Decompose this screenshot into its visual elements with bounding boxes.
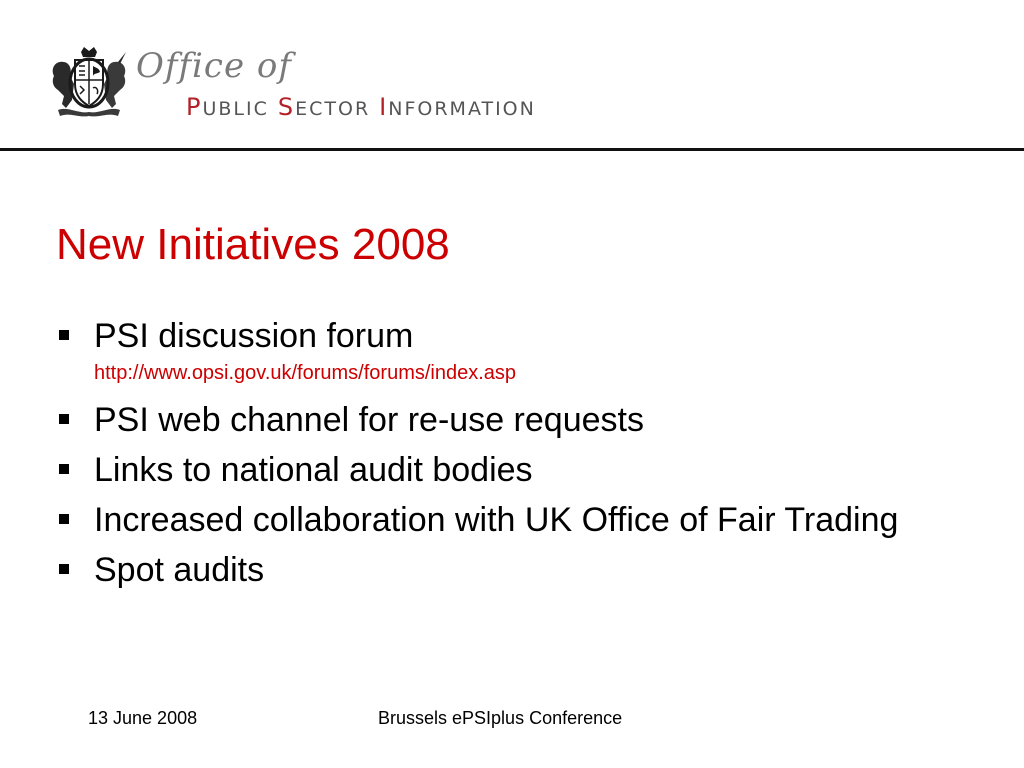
square-bullet-icon (59, 514, 69, 524)
logo-office-of: Office of (136, 46, 292, 86)
list-item (56, 500, 956, 540)
forum-link[interactable]: http://www.opsi.gov.uk/forums/forums/index.asp (94, 362, 517, 384)
list-item (56, 550, 956, 590)
bullet-list (56, 316, 956, 600)
list-item (56, 316, 956, 356)
logo-word-rest: ECTOR (295, 98, 371, 120)
slide-title: New Initiatives 2008 (56, 220, 450, 269)
list-item-link-row (56, 358, 956, 388)
footer-date: 13 June 2008 (88, 708, 198, 728)
logo-word-initial: S (277, 93, 296, 121)
square-bullet-icon (59, 564, 69, 574)
logo-word-initial: I (379, 93, 389, 121)
logo-organisation-name (186, 92, 536, 125)
logo-word-initial: P (186, 93, 203, 121)
logo-word-rest: UBLIC (202, 98, 269, 120)
list-item (56, 400, 956, 440)
bullet-text: PSI web channel for re-use requests (94, 401, 644, 439)
square-bullet-icon (59, 330, 69, 340)
bullet-text: PSI discussion forum (94, 317, 414, 355)
header-divider (0, 148, 1024, 151)
bullet-text: Increased collaboration with UK Office of Fair Trading (94, 501, 899, 539)
footer-conference: Brussels ePSIplus Conference (378, 708, 623, 728)
logo-word-rest: NFORMATION (388, 98, 536, 120)
royal-coat-of-arms-icon (48, 46, 130, 118)
bullet-text: Spot audits (94, 551, 265, 589)
bullet-text: Links to national audit bodies (94, 451, 533, 489)
header (0, 0, 1024, 150)
list-item (56, 450, 956, 490)
square-bullet-icon (59, 464, 69, 474)
square-bullet-icon (59, 414, 69, 424)
